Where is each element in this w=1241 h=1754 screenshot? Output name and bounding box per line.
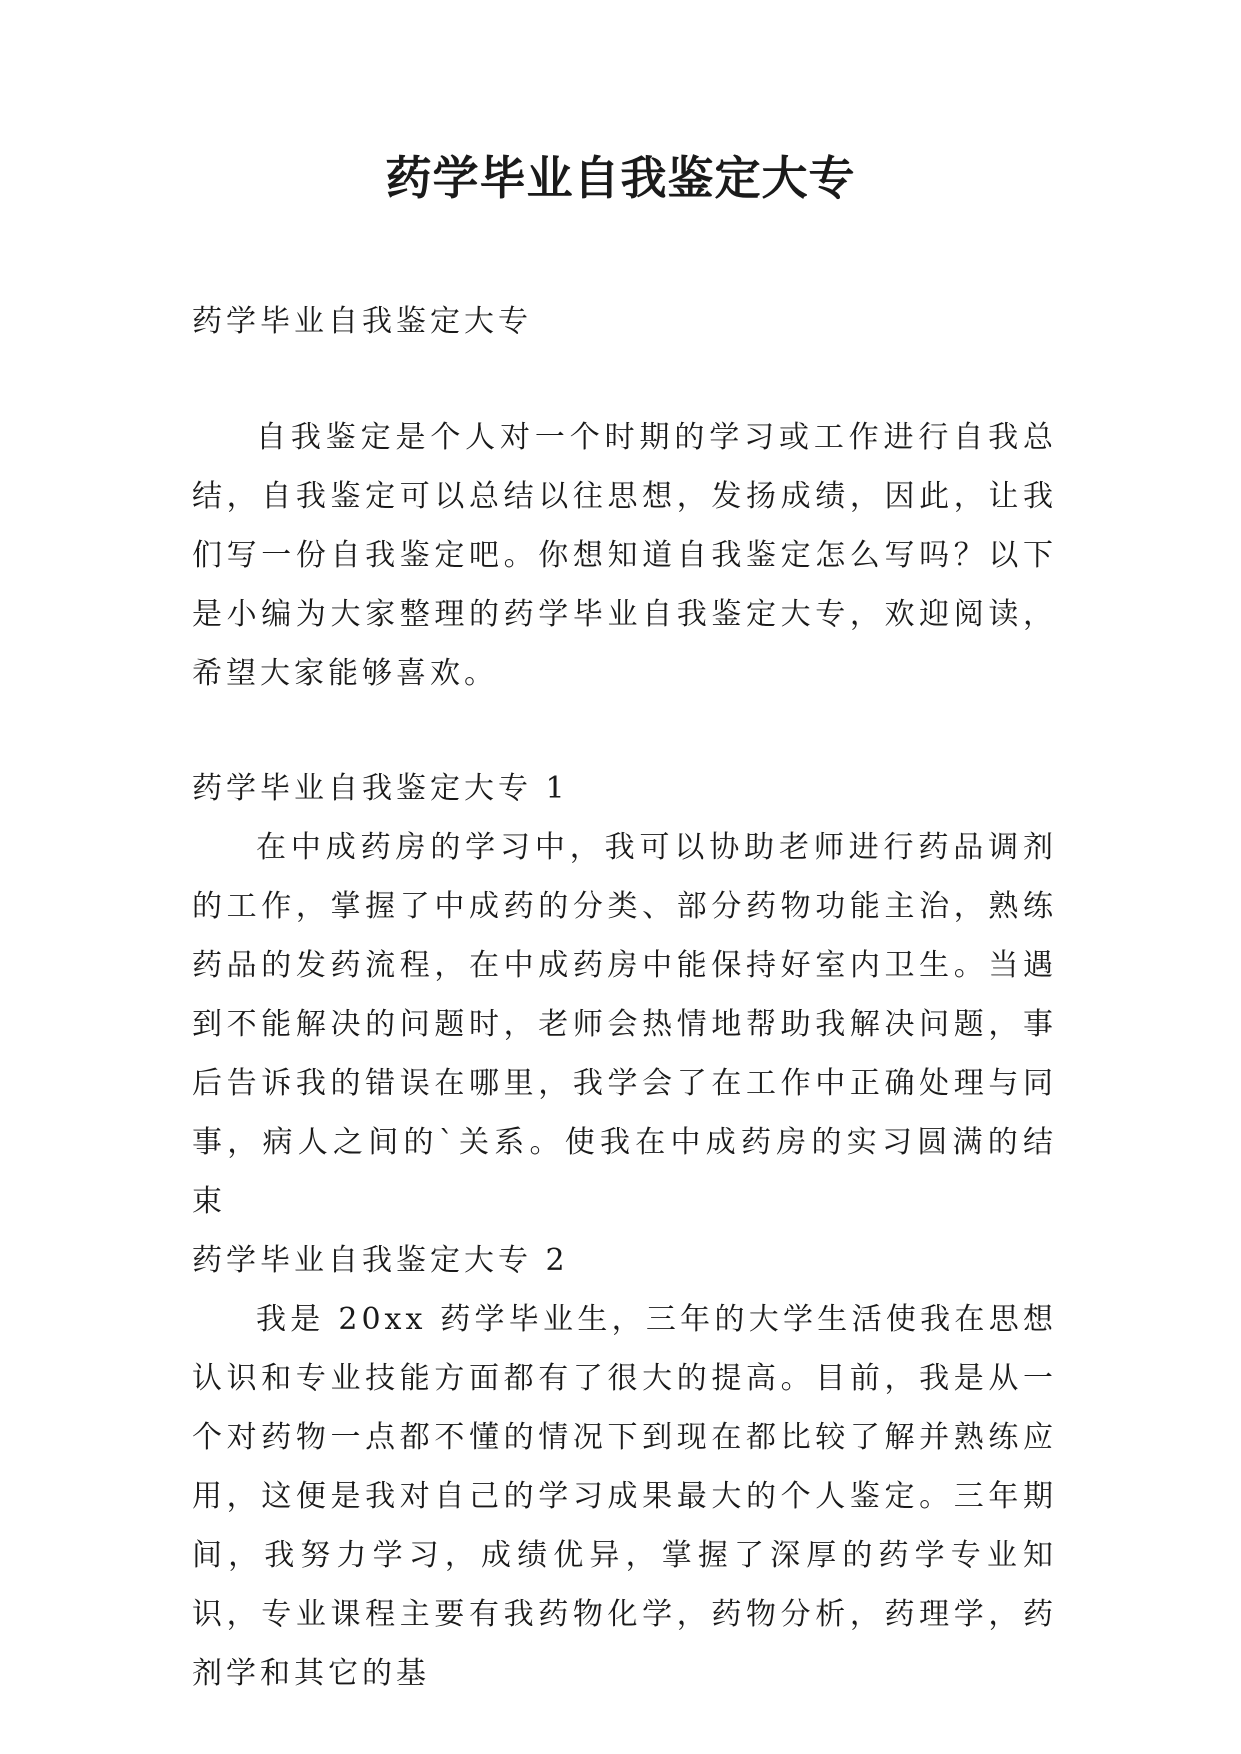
document-title: 药学毕业自我鉴定大专 bbox=[385, 151, 856, 205]
section-body-2: 我是 20xx 药学毕业生，三年的大学生活使我在思想认识和专业技能方面都有了很大的提高。目前，我是从一个对药物一点都不懂的情况下到现在都比较了解并熟练应用，这便是我对自己的学习成果最大的个人鉴定。三年期间，我努力学习，成绩优异，掌握了深厚的药学专业知识，专业课程主要有我药物化学，药物分析，药理学，药剂学和其它的基 bbox=[192, 1302, 1057, 1691]
document-body bbox=[192, 292, 1057, 1703]
section-body-1: 在中成药房的学习中，我可以协助老师进行药品调剂的工作，掌握了中成药的分类、部分药物功能主治，熟练药品的发药流程，在中成药房中能保持好室内卫生。当遇到不能解决的问题时，老师会热情地帮助我解决问题，事后告诉我的错误在哪里，我学会了在工作中正确处理与同事，病人之间的`关系。使我在中成药房的实习圆满的结束 bbox=[192, 830, 1057, 1219]
document-subtitle: 药学毕业自我鉴定大专 bbox=[192, 304, 532, 339]
section-heading-1: 药学毕业自我鉴定大专 1 bbox=[192, 771, 569, 806]
intro-paragraph: 自我鉴定是个人对一个时期的学习或工作进行自我总结，自我鉴定可以总结以往思想，发扬成绩，因此，让我们写一份自我鉴定吧。你想知道自我鉴定怎么写吗？以下是小编为大家整理的药学毕业自我鉴定大专，欢迎阅读，希望大家能够喜欢。 bbox=[192, 420, 1057, 691]
section-heading-2: 药学毕业自我鉴定大专 2 bbox=[192, 1243, 569, 1278]
